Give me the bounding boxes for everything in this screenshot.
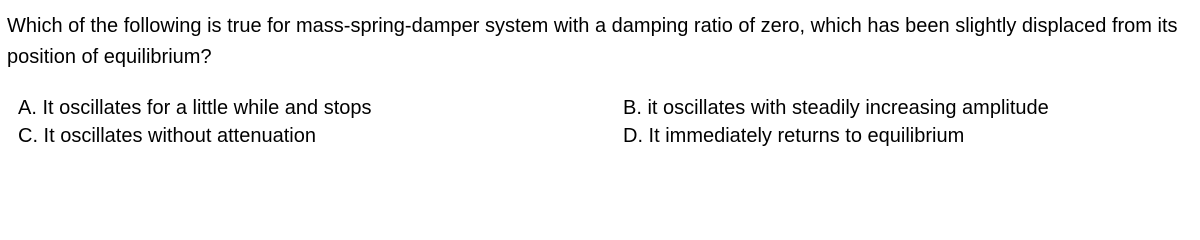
option-b: B. it oscillates with steadily increasing amplitude <box>623 97 1049 119</box>
question-text: Which of the following is true for mass-spring-damper system with a damping ratio of zero, which has been slightly displaced from its position of equilibrium? <box>7 15 1178 68</box>
option-c: C. It oscillates without attenuation <box>18 125 316 147</box>
option-a: A. It oscillates for a little while and stops <box>18 97 372 119</box>
answer-options <box>0 95 1200 155</box>
option-d: D. It immediately returns to equilibrium <box>623 125 965 147</box>
